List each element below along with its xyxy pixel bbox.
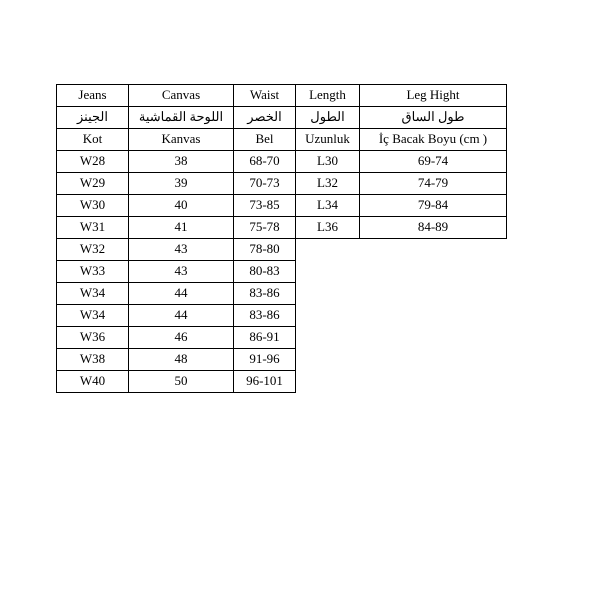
header-ar-jeans: الجينز [57, 107, 129, 129]
cell-jeans: W38 [57, 349, 129, 371]
header-ar-leg: طول الساق [360, 107, 507, 129]
header-tr-leg: İç Bacak Boyu (cm ) [360, 129, 507, 151]
cell-length: L32 [296, 173, 360, 195]
cell-canvas: 46 [129, 327, 234, 349]
cell-leg: 69-74 [360, 151, 507, 173]
cell-leg-empty [360, 371, 507, 393]
cell-jeans: W29 [57, 173, 129, 195]
cell-waist: 68-70 [234, 151, 296, 173]
cell-leg-empty [360, 239, 507, 261]
cell-length-empty [296, 283, 360, 305]
cell-waist: 80-83 [234, 261, 296, 283]
table-row [57, 217, 507, 239]
cell-jeans: W34 [57, 283, 129, 305]
cell-waist: 70-73 [234, 173, 296, 195]
header-ar-length: الطول [296, 107, 360, 129]
table-row [57, 151, 507, 173]
table-row-header-ar [57, 107, 507, 129]
header-en-waist: Waist [234, 85, 296, 107]
cell-canvas: 40 [129, 195, 234, 217]
table-row [57, 195, 507, 217]
table-row [57, 349, 507, 371]
cell-length-empty [296, 371, 360, 393]
header-tr-jeans: Kot [57, 129, 129, 151]
cell-jeans: W31 [57, 217, 129, 239]
cell-length-empty [296, 239, 360, 261]
cell-canvas: 48 [129, 349, 234, 371]
header-tr-canvas: Kanvas [129, 129, 234, 151]
table-row [57, 283, 507, 305]
table-row [57, 173, 507, 195]
cell-length: L34 [296, 195, 360, 217]
header-en-leg: Leg Hight [360, 85, 507, 107]
header-tr-length: Uzunluk [296, 129, 360, 151]
table-row [57, 327, 507, 349]
cell-leg-empty [360, 349, 507, 371]
cell-leg-empty [360, 305, 507, 327]
cell-waist: 86-91 [234, 327, 296, 349]
cell-leg: 79-84 [360, 195, 507, 217]
cell-length-empty [296, 349, 360, 371]
cell-leg-empty [360, 283, 507, 305]
cell-waist: 83-86 [234, 305, 296, 327]
cell-length: L30 [296, 151, 360, 173]
header-ar-waist: الخصر [234, 107, 296, 129]
cell-leg: 84-89 [360, 217, 507, 239]
cell-canvas: 38 [129, 151, 234, 173]
cell-waist: 78-80 [234, 239, 296, 261]
cell-canvas: 50 [129, 371, 234, 393]
cell-waist: 96-101 [234, 371, 296, 393]
cell-canvas: 39 [129, 173, 234, 195]
table-row-header-tr [57, 129, 507, 151]
header-en-jeans: Jeans [57, 85, 129, 107]
table-row [57, 239, 507, 261]
cell-length-empty [296, 327, 360, 349]
cell-waist: 73-85 [234, 195, 296, 217]
cell-jeans: W36 [57, 327, 129, 349]
cell-jeans: W30 [57, 195, 129, 217]
cell-waist: 83-86 [234, 283, 296, 305]
table-row [57, 371, 507, 393]
header-tr-waist: Bel [234, 129, 296, 151]
cell-length-empty [296, 305, 360, 327]
cell-leg: 74-79 [360, 173, 507, 195]
cell-canvas: 44 [129, 305, 234, 327]
cell-length: L36 [296, 217, 360, 239]
cell-canvas: 43 [129, 239, 234, 261]
cell-canvas: 41 [129, 217, 234, 239]
header-en-length: Length [296, 85, 360, 107]
cell-jeans: W33 [57, 261, 129, 283]
table-row [57, 261, 507, 283]
cell-length-empty [296, 261, 360, 283]
cell-jeans: W32 [57, 239, 129, 261]
cell-leg-empty [360, 261, 507, 283]
size-chart-table [56, 84, 507, 393]
cell-leg-empty [360, 327, 507, 349]
cell-jeans: W34 [57, 305, 129, 327]
cell-waist: 91-96 [234, 349, 296, 371]
table-row [57, 305, 507, 327]
table-row-header-en [57, 85, 507, 107]
header-ar-canvas: اللوحة القماشية [129, 107, 234, 129]
cell-jeans: W40 [57, 371, 129, 393]
cell-waist: 75-78 [234, 217, 296, 239]
cell-jeans: W28 [57, 151, 129, 173]
cell-canvas: 43 [129, 261, 234, 283]
header-en-canvas: Canvas [129, 85, 234, 107]
cell-canvas: 44 [129, 283, 234, 305]
